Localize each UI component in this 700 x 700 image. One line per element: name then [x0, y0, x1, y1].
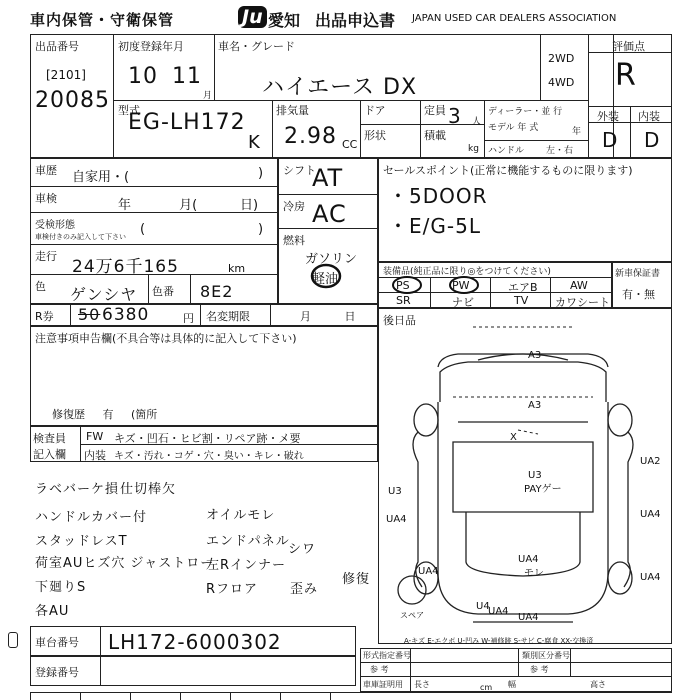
equipment-circle-marks [378, 276, 618, 296]
car-name-label: 車名・グレード [218, 40, 295, 53]
handle-opts: 左・右 [546, 146, 574, 156]
load-unit: kg [468, 144, 479, 154]
color-value: ゲンシヤ [70, 285, 138, 304]
history-close: ) [258, 166, 264, 181]
shape-label: 形状 [364, 129, 386, 142]
mark-leak: モレ [524, 568, 544, 579]
mark-ua4-bumper-2: UA4 [488, 606, 509, 617]
note-11: Rフロア [206, 582, 259, 597]
first-reg-month-unit: 月 [203, 91, 213, 101]
chassis-value: LH172-6000302 [108, 630, 282, 654]
equip-ps: PS [396, 279, 410, 292]
doors-label: ドア [364, 104, 386, 117]
mark-u4: U4 [476, 601, 490, 612]
handle-label: ハンドル [488, 146, 525, 156]
note-13: 修復 [342, 572, 371, 587]
model-value: EG-LH172 [128, 110, 246, 135]
aircon-label: 冷房 [283, 200, 305, 213]
mark-x: X [510, 432, 517, 443]
equip-pw: PW [452, 279, 470, 292]
note-9: 左Rインナー [206, 558, 287, 573]
model-year-unit: 年 [572, 127, 582, 137]
car-name-value: ハイエース DX [262, 75, 418, 100]
mark-u3-center: U3 [528, 470, 542, 481]
load-label: 積載 [424, 129, 446, 142]
price-struck: 50 [78, 305, 101, 324]
capacity-label: 定員 [424, 104, 446, 117]
registration-label: 登録番号 [35, 666, 79, 679]
note-3: ハンドルカバー付 [35, 510, 148, 525]
note-2: 仕切棒欠 [120, 482, 177, 497]
sales-point-1: ・5DOOR [388, 184, 488, 208]
mileage-label: 走行 [35, 250, 57, 263]
inspection-text: 年 月( [118, 198, 198, 213]
history-label: 車歴 [35, 164, 57, 177]
spec-hgt: 高さ [590, 680, 606, 689]
spec-cm: cm [480, 683, 493, 692]
inspection-label: 車検 [35, 192, 57, 205]
drive-2wd: 2WD [548, 52, 575, 65]
mark-ua4-rr: UA4 [640, 572, 661, 583]
mark-ua2: UA2 [640, 456, 661, 467]
registered-close: ) [258, 222, 264, 237]
registered-open: ( [140, 222, 146, 237]
model-year-label: モデル 年 式 [488, 123, 539, 133]
spec-len: 長さ [414, 680, 430, 689]
registered-label: 受検形態 [35, 220, 75, 231]
shift-value: AT [312, 164, 344, 192]
inspector-row1: キズ・凹石・ヒビ割・リペア跡・メ要 [114, 432, 301, 445]
spec-row2a: 参 考 [370, 665, 389, 674]
spare-label: スペア [400, 611, 424, 620]
mark-ua4-left: UA4 [386, 514, 407, 525]
color-label: 色 [35, 280, 46, 293]
note-4: オイルモレ [206, 508, 276, 523]
note-14: 各AU [35, 604, 70, 619]
mark-ua4-rl: UA4 [418, 566, 439, 577]
rating-int-label: 内装 [638, 110, 660, 123]
vehicle-diagram [378, 312, 672, 642]
inspector-label-1: 検査員 [33, 432, 66, 445]
equipment-label: 装備品(純正品に限り◎をつけてください) [383, 267, 551, 277]
note-6: エンドパネル [206, 534, 290, 549]
price-value: 6380 [102, 305, 150, 325]
capacity-unit: 人 [472, 117, 482, 127]
first-reg-month: 11 [172, 64, 202, 89]
mark-ua4-rear: UA4 [518, 554, 539, 565]
dealer-label: ディーラー・並 行 [488, 107, 563, 117]
storage-label: 車内保管・守衛保管 [30, 11, 175, 29]
equip-navi: ナビ [452, 296, 474, 309]
fuel-alt: 軽油 [312, 272, 339, 287]
registered-note: 車検付きのみ記入して下さい [35, 233, 126, 241]
rating-int: D [644, 128, 661, 152]
color-num-label: 色番 [152, 285, 174, 298]
warranty-label: 新車保証書 [615, 269, 661, 279]
mark-a3-hood: A3 [528, 400, 542, 411]
mark-u3-left: U3 [388, 486, 402, 497]
mark-a3-roof: A3 [528, 350, 542, 361]
drive-4wd: 4WD [548, 76, 575, 89]
chassis-label: 車台番号 [35, 636, 79, 649]
equip-leather: カワシート [555, 296, 610, 309]
inspector-row2-head: 内装 [84, 449, 106, 462]
note-10: 下廻りS [35, 580, 87, 595]
note-8: 荷室AUヒズ穴 ジャストロー [35, 556, 215, 571]
first-reg-label: 初度登録年月 [118, 40, 184, 53]
org-logo: Ju [238, 6, 267, 28]
sales-point-2: ・E/G-5L [388, 214, 481, 238]
capacity-value: 3 [448, 104, 462, 128]
org-name: 愛知 [268, 11, 301, 30]
warranty-value: 有・無 [622, 288, 655, 301]
note-1: ラベバーケ損 [35, 482, 120, 497]
equip-airbag: エアB [508, 281, 538, 294]
inspector-label-2: 記入欄 [33, 448, 66, 461]
lot-label: 出品番号 [35, 40, 79, 53]
sales-points-label: セールスポイント(正常に機能するものに限ります) [383, 164, 633, 177]
notes-label: 注意事項申告欄(不具合等は具体的に記入して下さい) [35, 332, 297, 345]
spec-row3a: 車庫証明用 [363, 680, 403, 689]
inspection-close: 日) [240, 198, 259, 213]
equip-aw: AW [570, 279, 588, 292]
spec-row1a: 形式指定番号 [363, 651, 411, 660]
fuel-value: ガソリン [305, 252, 358, 267]
mark-ua4-right: UA4 [640, 509, 661, 520]
association-name: JAPAN USED CAR DEALERS ASSOCIATION [412, 13, 617, 24]
repair-label: 修復歴 有 (箇所 [52, 408, 158, 421]
inspector-row2: キズ・汚れ・コゲ・穴・臭い・キレ・破れ [114, 451, 304, 462]
note-5: スタッドレスT [35, 534, 128, 549]
shift-label: シフト [283, 164, 316, 177]
fuel-circle-mark [308, 262, 348, 292]
price-label: R券 [35, 310, 54, 323]
model-label: 型式 [118, 104, 140, 117]
history-value: 自家用・( [72, 170, 130, 185]
inspector-row1-head: FW [86, 430, 104, 443]
remarks-label: 後日品 [383, 314, 416, 327]
first-reg-year: 10 [128, 64, 158, 89]
rating-label: 評価点 [612, 40, 645, 53]
lot-number: 20085 [35, 88, 110, 113]
mark-ua4-bumper: UA4 [518, 612, 539, 623]
rating-ext: D [602, 128, 619, 152]
color-num: 8E2 [200, 282, 234, 301]
model-sub: K [248, 132, 261, 153]
mileage-unit: km [228, 262, 246, 275]
displacement-unit: CC [342, 138, 358, 151]
spec-wid: 幅 [508, 680, 516, 689]
equip-sr: SR [396, 294, 411, 307]
lot-code: [2101] [46, 68, 86, 82]
spec-row2b: 参 考 [530, 665, 549, 674]
note-12: 歪み [290, 582, 319, 597]
displacement-value: 2.98 [284, 124, 337, 149]
aircon-value: AC [312, 200, 347, 228]
note-7: シワ [288, 542, 317, 557]
rating-ext-label: 外装 [597, 110, 619, 123]
spec-row1b: 類別区分番号 [522, 651, 570, 660]
price-unit: 円 [183, 312, 194, 325]
damage-legend: A-キズ E-エクボ U-凹み W-補修跡 S-サビ C-腐食 XX-交換済 [404, 637, 594, 645]
rating-value: R [615, 58, 637, 93]
fuel-label: 燃料 [283, 234, 305, 247]
recall-label: 名変期限 [206, 310, 250, 323]
displacement-label: 排気量 [276, 104, 309, 117]
recall-value: 月 日 [300, 310, 356, 323]
punch-mark [8, 632, 18, 648]
equip-tv: TV [514, 294, 529, 307]
mileage-value: 24万6千165 [72, 257, 179, 277]
mark-pay: PAYゲー [524, 484, 562, 495]
form-title: 出品申込書 [315, 11, 396, 30]
